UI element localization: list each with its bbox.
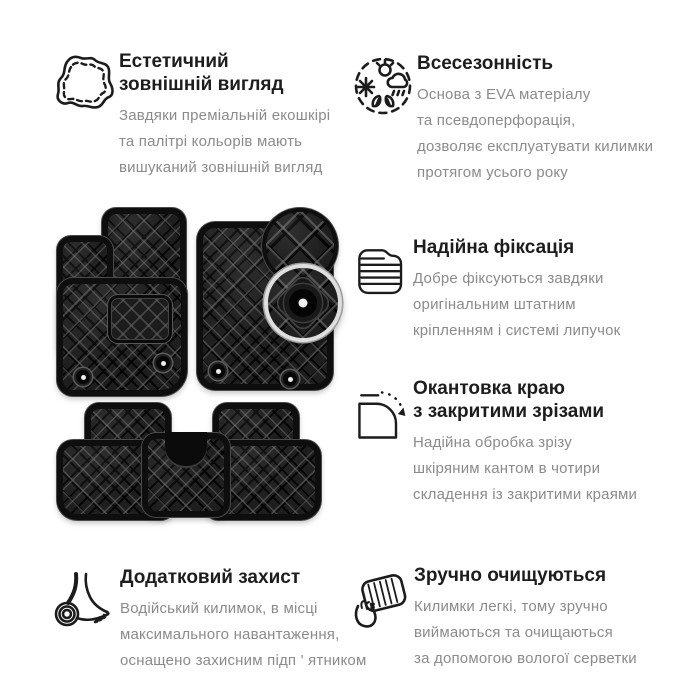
title-line: Всесезонність (417, 53, 554, 74)
feature-title (119, 50, 330, 96)
tunnel-notch (165, 432, 207, 468)
feature-description (119, 103, 330, 181)
fixation-zoom-circle (264, 264, 342, 342)
product-image-car-mats (30, 200, 360, 535)
body-line: Водійський килимок, в місці (120, 600, 318, 617)
feature-cleaning (348, 564, 637, 672)
title-line: Зручно очищуються (414, 565, 607, 586)
feature-all-season (351, 52, 653, 186)
feature-title (413, 236, 620, 259)
title-line: Додатковий захист (120, 567, 301, 588)
feature-edging (351, 377, 637, 508)
body-line: Завдяки преміальній екошкірі (119, 107, 331, 124)
grommet (76, 370, 90, 384)
body-line: Надійна обробка зрізу (413, 434, 573, 451)
striped-mat-icon (353, 241, 411, 305)
feature-title (413, 377, 637, 423)
body-line: та палітрі кольорів мають (119, 133, 303, 150)
body-line: оснащено захисним підп ' ятником (120, 652, 367, 669)
body-line: шкіряним кантом в чотири (413, 460, 601, 477)
tunnel-mat (142, 433, 230, 517)
four-seasons-icon (351, 54, 415, 118)
body-line: протягом усього року (417, 164, 568, 181)
body-line: максимального навантаження, (120, 626, 340, 643)
foot-heel-pad-icon (50, 568, 118, 632)
body-line: виймаються та очищаються (414, 624, 613, 641)
feature-protection (50, 566, 367, 674)
body-line: вишуканий зовнішній вигляд (119, 159, 323, 176)
feature-title (120, 566, 367, 589)
grommet (156, 356, 170, 370)
feature-description (413, 430, 637, 508)
feature-title (417, 52, 653, 75)
title-line: Окантовка краю (413, 378, 565, 399)
feature-title (414, 564, 637, 587)
body-line: Добре фіксуються завдяки (413, 270, 604, 287)
body-line: Килимки легкі, тому зручно (414, 598, 608, 615)
title-line: Надійна фіксація (413, 237, 575, 258)
feature-description (413, 266, 620, 344)
body-line: складення із закритими краями (413, 486, 638, 503)
feature-description (417, 82, 653, 186)
leather-hide-icon (53, 52, 117, 116)
body-line: кріпленням і системі липучок (413, 322, 621, 339)
folded-edge-icon (351, 383, 411, 447)
body-line: за допомогою вологої серветки (414, 650, 637, 667)
grommet (283, 372, 297, 386)
body-line: дозволяє експлуатувати килимки (417, 138, 654, 155)
body-line: оригінальним штатним (413, 296, 576, 313)
body-line: та псевдоперфорація, (417, 112, 576, 129)
grommet (211, 364, 225, 378)
body-line: Основа з EVA матеріалу (417, 86, 591, 103)
heel-pad-patch (108, 295, 172, 343)
title-line: з закритими зрізами (413, 401, 605, 422)
fixation-clip-grommet (289, 289, 317, 317)
title-line: Естетичний (119, 51, 229, 72)
hand-wiping-mat-icon (348, 568, 412, 632)
feature-description (414, 594, 637, 672)
feature-description (120, 596, 367, 674)
feature-aesthetic (53, 50, 330, 181)
title-line: зовнішній вигляд (119, 74, 284, 95)
feature-fixation (353, 236, 620, 344)
